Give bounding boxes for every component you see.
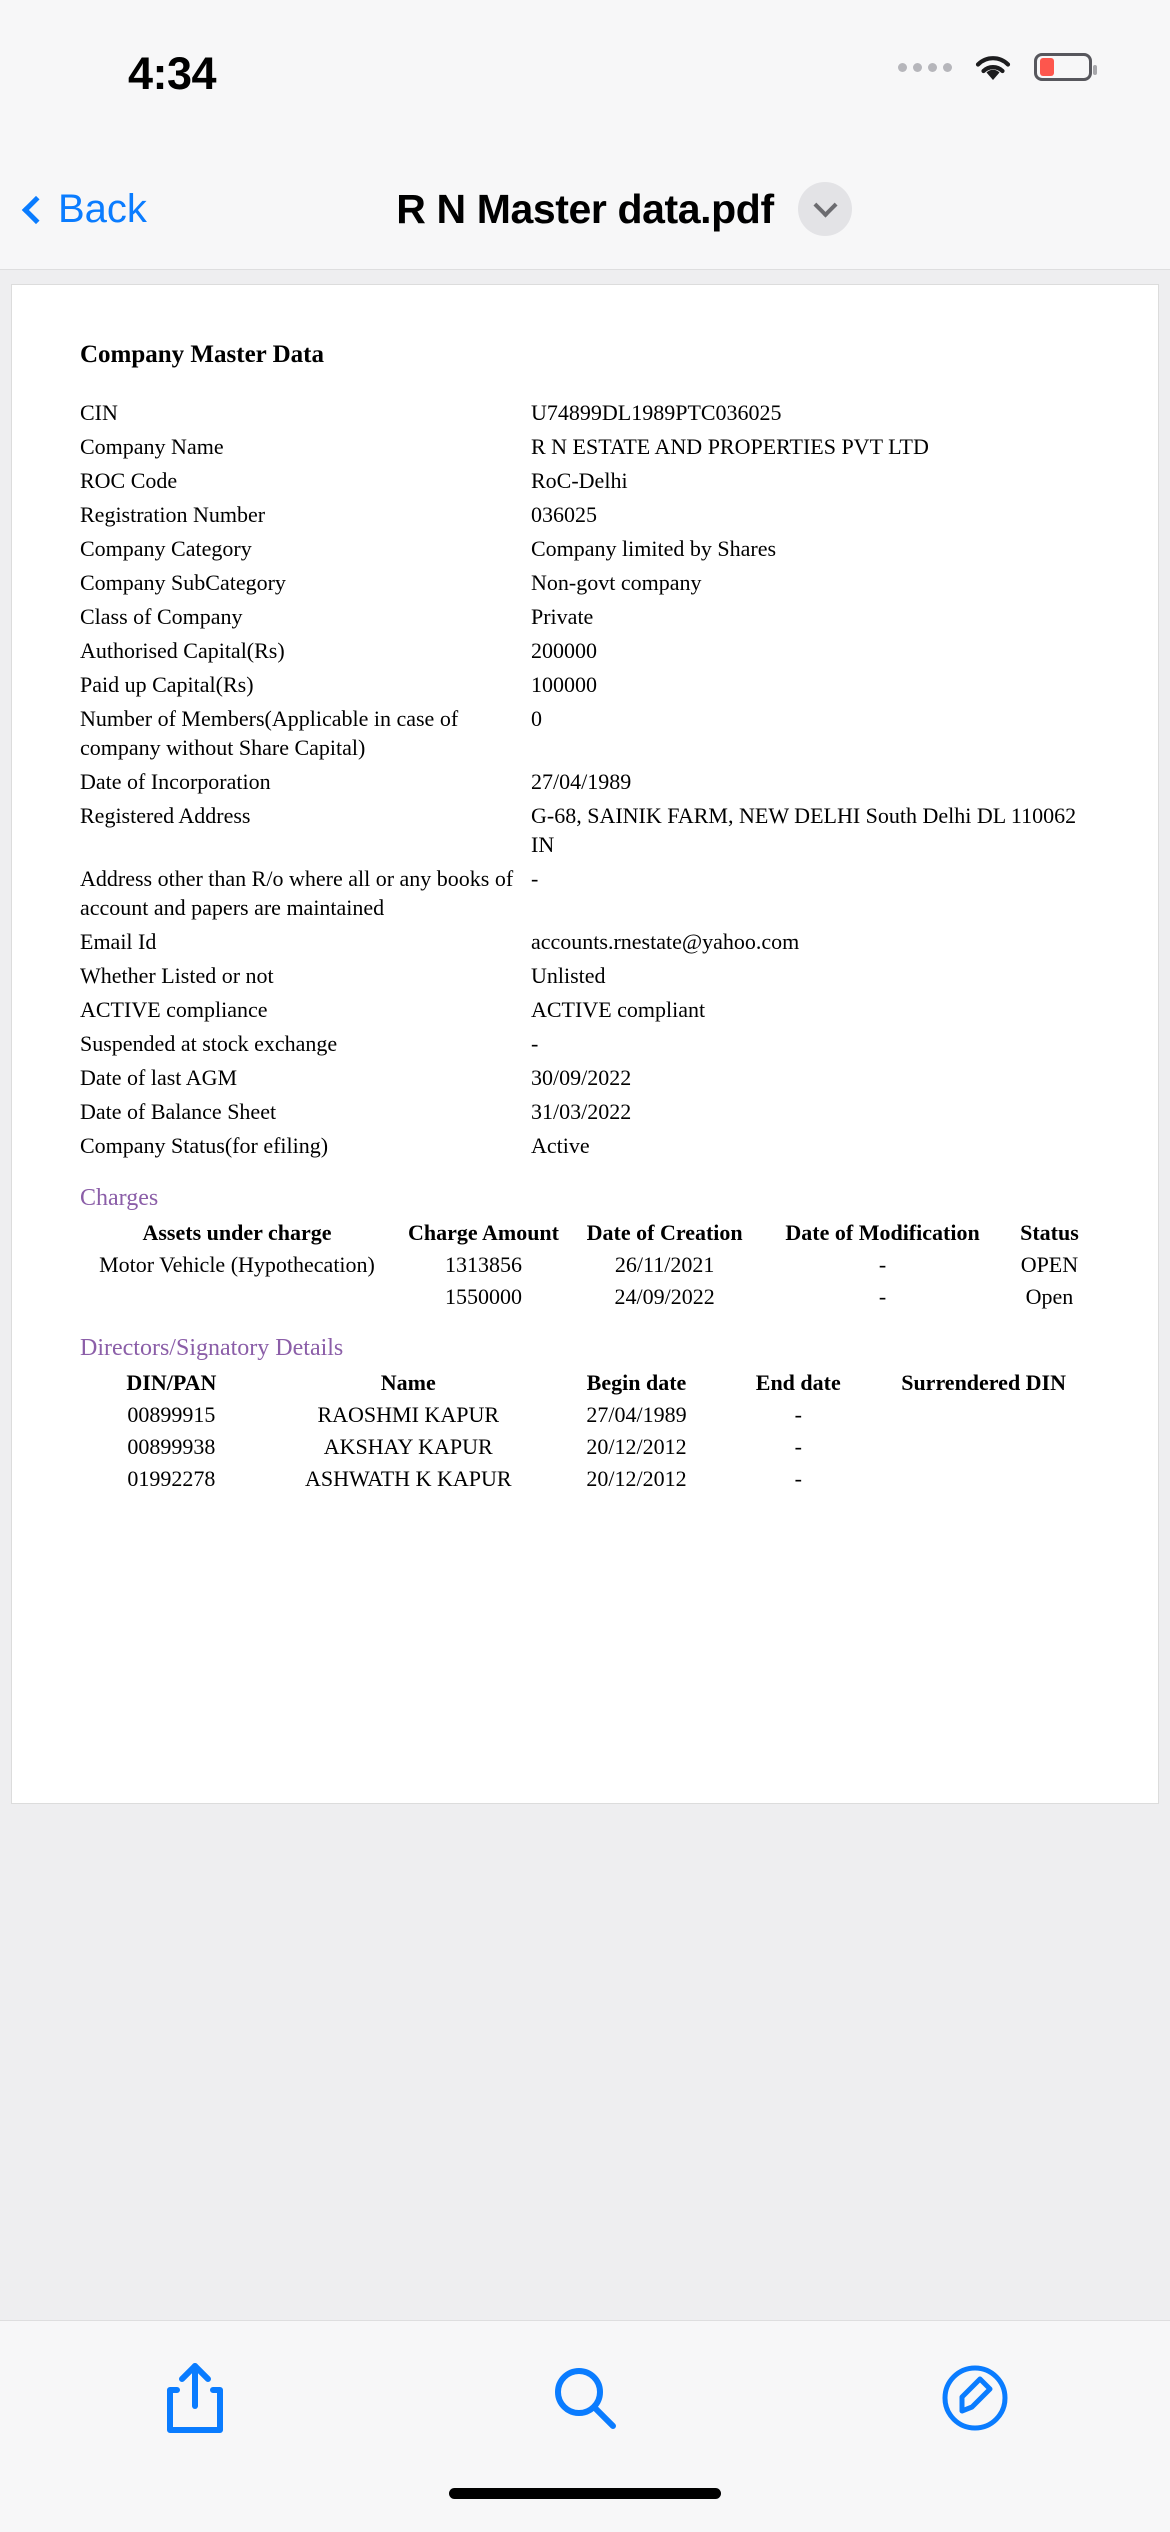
table-cell [873, 1431, 1094, 1463]
table-row [76, 429, 1094, 463]
table-row [76, 531, 1094, 565]
field-value: 0 [531, 705, 542, 731]
table-row [76, 959, 1094, 993]
table-row [76, 925, 1094, 959]
share-button[interactable] [135, 2351, 255, 2451]
field-label: Address other than R/o where all or any books of account and papers are maintained [80, 865, 514, 920]
table-cell [873, 1399, 1094, 1431]
field-label: Registered Address [80, 802, 251, 828]
page-title: R N Master data.pdf [396, 186, 774, 232]
table-cell: - [878, 1251, 887, 1277]
table-cell: 00899938 [127, 1433, 216, 1459]
navigation-bar [0, 150, 1170, 270]
pdf-scroll-area[interactable] [0, 270, 1170, 2320]
column-header: Begin date [586, 1369, 687, 1395]
table-row [76, 565, 1094, 599]
table-cell: - [878, 1283, 887, 1309]
table-row [76, 1431, 1094, 1463]
table-cell: ASHWATH K KAPUR [304, 1465, 512, 1491]
table-cell: Motor Vehicle (Hypothecation) [99, 1251, 375, 1277]
table-cell: - [794, 1401, 802, 1427]
field-label: Date of last AGM [80, 1065, 238, 1091]
table-row [76, 395, 1094, 429]
markup-button[interactable] [915, 2351, 1035, 2451]
directors-table-body [76, 1399, 1094, 1495]
table-cell: 1550000 [445, 1283, 523, 1309]
field-label: Company Name [80, 433, 224, 459]
table-cell [76, 1281, 398, 1313]
table-cell: 20/12/2012 [586, 1433, 687, 1459]
table-cell: 20/12/2012 [586, 1465, 687, 1491]
field-label: ROC Code [80, 467, 178, 493]
company-master-data-body [76, 395, 1094, 1163]
pdf-page [11, 284, 1159, 1804]
field-label: Whether Listed or not [80, 963, 274, 989]
company-master-data-table [76, 395, 1094, 1163]
field-label: Suspended at stock exchange [80, 1031, 338, 1057]
table-row [76, 1281, 1094, 1313]
chevron-down-icon [813, 193, 837, 217]
field-value: - [531, 865, 539, 891]
field-value: accounts.rnestate@yahoo.com [531, 929, 800, 954]
charges-table [76, 1217, 1094, 1313]
table-row [76, 861, 1094, 924]
table-row [76, 1249, 1094, 1281]
chevron-left-icon [22, 195, 50, 223]
document-options-button[interactable] [798, 182, 852, 236]
table-row [76, 1095, 1094, 1129]
field-value: Active [531, 1133, 590, 1159]
table-cell: 01992278 [127, 1465, 216, 1491]
table-cell: 00899915 [127, 1401, 216, 1427]
wifi-icon [970, 50, 1016, 84]
table-row [76, 993, 1094, 1027]
table-row [76, 1061, 1094, 1095]
field-value: U74899DL1989PTC036025 [531, 399, 782, 425]
table-row [76, 1463, 1094, 1495]
status-time: 4:34 [128, 48, 217, 99]
field-label: Authorised Capital(Rs) [80, 637, 285, 663]
field-value: RoC-Delhi [531, 467, 628, 493]
table-row [76, 701, 1094, 764]
field-value: 31/03/2022 [531, 1099, 632, 1125]
field-value: 200000 [531, 637, 597, 663]
field-label: Date of Incorporation [80, 768, 271, 794]
status-indicators [898, 50, 1092, 84]
table-row [76, 1129, 1094, 1163]
field-value: 100000 [531, 671, 597, 697]
column-header: DIN/PAN [126, 1369, 217, 1395]
table-cell: Open [1025, 1283, 1074, 1309]
status-bar [0, 0, 1170, 150]
table-row [76, 497, 1094, 531]
table-row [76, 1027, 1094, 1061]
back-button[interactable] [26, 187, 147, 232]
table-cell: 24/09/2022 [614, 1283, 715, 1309]
search-button[interactable] [525, 2351, 645, 2451]
field-label: Company Category [80, 535, 252, 561]
field-value: Company limited by Shares [531, 535, 777, 561]
field-label: Email Id [80, 929, 157, 954]
field-value: ACTIVE compliant [531, 997, 706, 1023]
field-label: Number of Members(Applicable in case of company without Share Capital) [80, 705, 459, 760]
battery-low-icon [1034, 53, 1092, 81]
field-value: 30/09/2022 [531, 1065, 632, 1091]
column-header: Date of Creation [586, 1219, 743, 1245]
table-row [76, 463, 1094, 497]
table-row [76, 1399, 1094, 1431]
directors-table [76, 1367, 1094, 1495]
table-row [76, 667, 1094, 701]
table-cell [873, 1463, 1094, 1495]
table-row [76, 798, 1094, 861]
field-value: R N ESTATE AND PROPERTIES PVT LTD [531, 433, 929, 459]
field-value: G-68, SAINIK FARM, NEW DELHI South Delhi DL 110062 IN [531, 802, 1077, 857]
field-value: Unlisted [531, 963, 606, 989]
column-header: Date of Modification [785, 1219, 980, 1245]
column-header: Charge Amount [408, 1219, 559, 1245]
field-label: Registration Number [80, 501, 266, 527]
column-header: End date [755, 1369, 841, 1395]
signal-dots-icon [898, 63, 952, 72]
table-cell: AKSHAY KAPUR [323, 1433, 493, 1459]
field-label: Date of Balance Sheet [80, 1099, 277, 1125]
table-cell: - [794, 1433, 802, 1459]
field-label: Company Status(for efiling) [80, 1133, 329, 1159]
table-header-row [76, 1367, 1094, 1399]
table-row [76, 633, 1094, 667]
search-icon [550, 2363, 620, 2438]
share-icon [164, 2360, 226, 2441]
field-label: Company SubCategory [80, 569, 286, 595]
field-value: 27/04/1989 [531, 768, 632, 794]
field-label: CIN [80, 399, 118, 425]
back-button-label: Back [58, 187, 147, 231]
table-cell: OPEN [1020, 1251, 1079, 1277]
charges-heading: Charges [80, 1184, 159, 1211]
column-header: Name [380, 1369, 436, 1395]
table-cell: 27/04/1989 [586, 1401, 687, 1427]
table-cell: 26/11/2021 [614, 1251, 715, 1277]
charges-table-body [76, 1249, 1094, 1313]
table-header-row [76, 1217, 1094, 1249]
field-label: Class of Company [80, 603, 243, 629]
column-header: Assets under charge [142, 1219, 332, 1245]
table-row [76, 599, 1094, 633]
table-cell: RAOSHMI KAPUR [317, 1401, 500, 1427]
field-value: Non-govt company [531, 569, 702, 595]
document-heading: Company Master Data [80, 341, 324, 368]
directors-table-head [76, 1367, 1094, 1399]
table-cell: - [794, 1465, 802, 1491]
column-header: Status [1020, 1219, 1079, 1245]
bottom-toolbar [0, 2320, 1170, 2480]
markup-pen-icon [940, 2363, 1010, 2438]
field-label: Paid up Capital(Rs) [80, 671, 254, 697]
home-indicator-area [0, 2480, 1170, 2532]
field-value: - [531, 1031, 539, 1057]
field-value: 036025 [531, 501, 597, 527]
field-value: Private [531, 603, 594, 629]
field-label: ACTIVE compliance [80, 997, 268, 1023]
directors-heading: Directors/Signatory Details [80, 1334, 344, 1361]
table-cell: 1313856 [445, 1251, 523, 1277]
charges-table-head [76, 1217, 1094, 1249]
table-row [76, 764, 1094, 798]
home-indicator [449, 2488, 721, 2499]
column-header: Surrendered DIN [901, 1369, 1067, 1395]
